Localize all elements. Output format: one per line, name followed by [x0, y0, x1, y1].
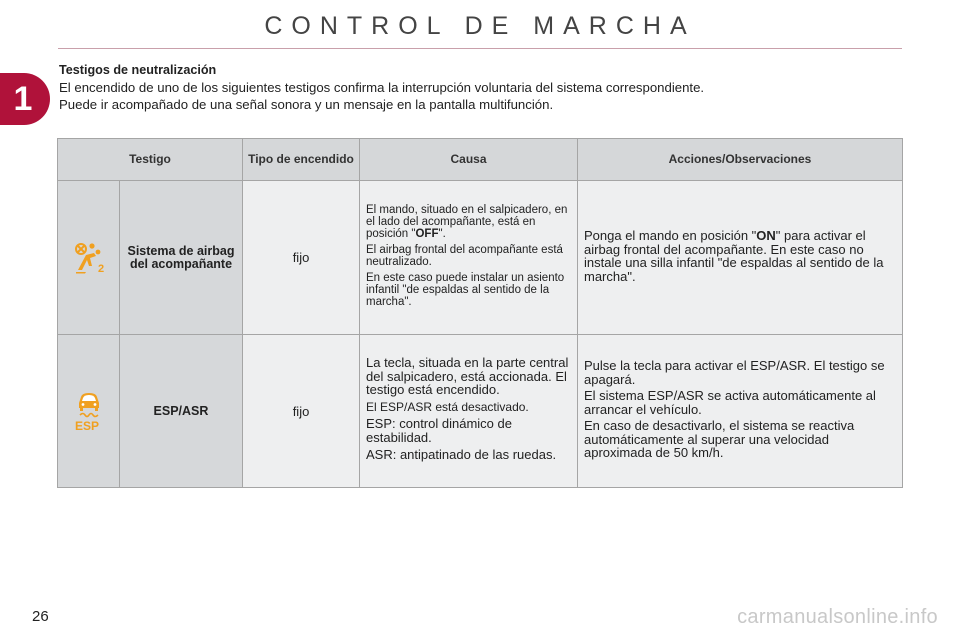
actions-cell [578, 181, 903, 335]
icon-cell [58, 335, 120, 488]
page-title: CONTROL DE MARCHA [264, 12, 696, 40]
chapter-tab: 1 [0, 73, 50, 125]
warning-name: ESP/ASR [120, 335, 243, 488]
warning-type: fijo [243, 335, 360, 488]
off-label: OFF [415, 227, 439, 240]
page-number: 26 [32, 608, 49, 625]
header-testigo: Testigo [58, 139, 243, 181]
actions-text: En caso de desactivarlo, el sistema se reactiva automáticamente al superar una velocidad aproximada de 50 km/h. [584, 418, 855, 461]
cause-cell [360, 181, 578, 335]
intro-line-1: El encendido de uno de los siguientes testigos confirma la interrupción voluntaria del sistema correspondiente. [59, 80, 705, 95]
actions-text: El sistema ESP/ASR se activa automáticamente al arrancar el vehículo. [584, 388, 876, 417]
airbag-off-icon [72, 242, 106, 274]
actions-text: Pulse la tecla para activar el ESP/ASR. El testigo se apagará. [584, 358, 885, 387]
warning-name: Sistema de airbag del acompañante [120, 181, 243, 335]
cause-text: El ESP/ASR está desactivado. [366, 399, 529, 414]
cause-text: ASR: antipatinado de las ruedas. [366, 447, 557, 463]
intro-line-2: Puede ir acompañado de una señal sonora y un mensaje en la pantalla multifunción. [59, 97, 554, 112]
table-row [58, 335, 903, 488]
cause-text: El airbag frontal del acompañante está neutralizado. [366, 243, 563, 268]
svg-text:2: 2 [97, 262, 104, 274]
cause-text: ESP: control dinámico de estabilidad. [366, 416, 512, 445]
svg-text:ESP: ESP [74, 419, 99, 431]
esp-off-icon [74, 391, 104, 431]
table-row [58, 181, 903, 335]
icon-cell [58, 181, 120, 335]
on-label: ON [756, 228, 776, 243]
cause-text: El mando, situado en el salpicadero, en el lado del acompañante, está en posición "OFF". [366, 203, 568, 240]
section-title: Testigos de neutralización [59, 63, 217, 77]
header-causa: Causa [360, 139, 578, 181]
cause-cell [360, 335, 578, 488]
warning-lights-table [57, 138, 903, 488]
header-tipo: Tipo de encendido [243, 139, 360, 181]
warning-type: fijo [243, 181, 360, 335]
actions-text: Ponga el mando en posición "ON" para activar el airbag frontal del acompañante. En este caso no instale una silla infantil "de espaldas al sentido de la marcha". [584, 228, 884, 284]
watermark: carmanualsonline.info [737, 606, 938, 628]
header-acciones: Acciones/Observaciones [578, 139, 903, 181]
title-divider [58, 48, 902, 49]
cause-text: En este caso puede instalar un asiento infantil "de espaldas al sentido de la marcha". [366, 271, 565, 308]
actions-cell [578, 335, 903, 488]
intro-section [59, 62, 919, 113]
table-header-row [58, 139, 903, 181]
cause-text: La tecla, situada en la parte central del salpicadero, está accionada. El testigo está encendido. [366, 355, 569, 398]
